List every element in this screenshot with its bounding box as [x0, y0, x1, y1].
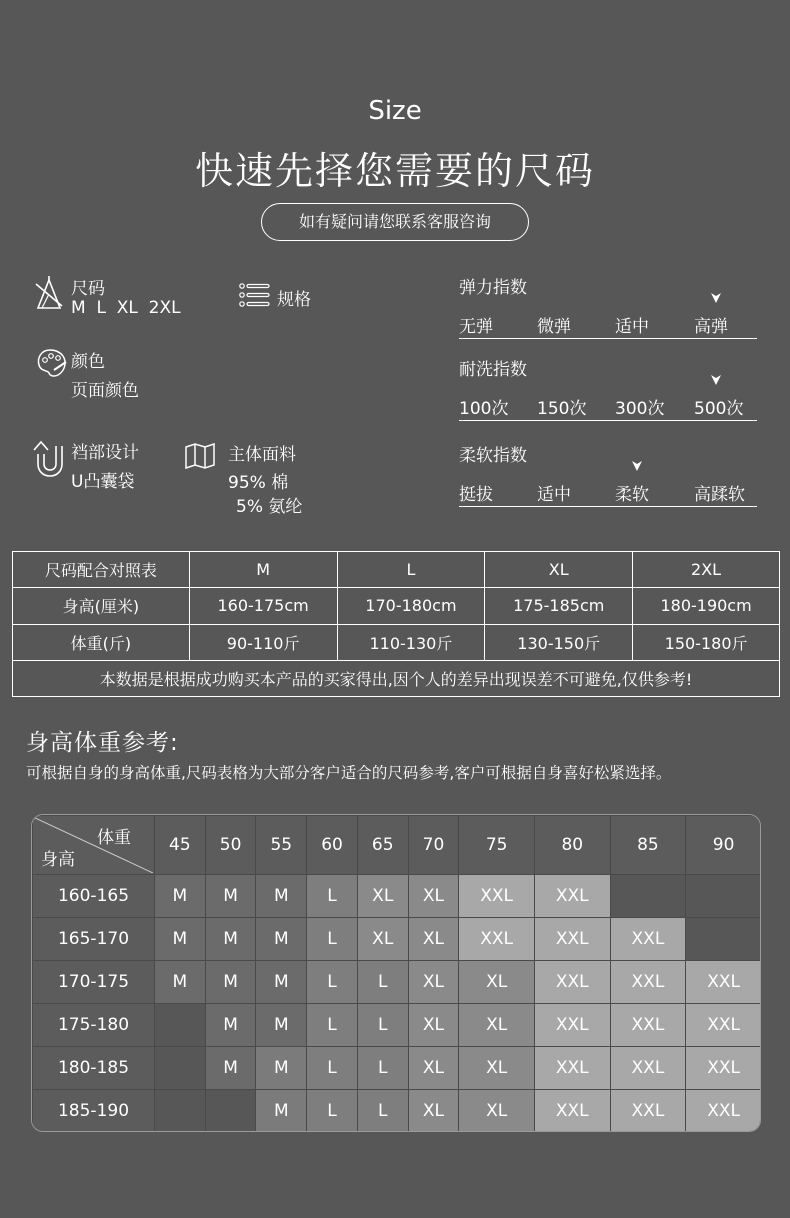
size-cell: L: [307, 875, 358, 918]
color-value: 页面颜色: [71, 381, 139, 401]
table-row: [33, 875, 762, 918]
size-cell: L: [357, 1047, 408, 1090]
size-chart-table: [12, 551, 780, 697]
size-cell: XXL: [686, 1004, 761, 1047]
table-cell: 110-130斤: [337, 624, 485, 660]
size-english-title: Size: [368, 96, 422, 126]
fabric-icon: [185, 443, 215, 469]
size-cell: XL: [459, 1090, 535, 1133]
table-cell: 体重(斤): [13, 624, 190, 660]
size-cell: [205, 1090, 256, 1133]
size-cell: XXL: [686, 961, 761, 1004]
size-cell: [155, 1090, 206, 1133]
height-label: 160-165: [33, 875, 155, 918]
index-option: 适中: [615, 317, 649, 337]
palette-icon: [36, 348, 68, 378]
size-cell: M: [155, 918, 206, 961]
size-value: M L XL 2XL: [71, 298, 181, 318]
size-cell: XL: [408, 875, 459, 918]
index-option: 挺拔: [459, 485, 493, 505]
corner-height-label: 身高: [41, 850, 75, 870]
size-cell: XXL: [686, 1047, 761, 1090]
size-cell: M: [205, 961, 256, 1004]
list-icon: [239, 283, 271, 307]
size-cell: M: [256, 961, 307, 1004]
size-cell: XL: [459, 1047, 535, 1090]
size-chart-col-m: M: [189, 552, 337, 588]
index-option: 300次: [615, 399, 665, 419]
index-option: 无弹: [459, 317, 493, 337]
size-cell: M: [256, 1090, 307, 1133]
weight-header: 80: [534, 816, 610, 875]
index-option: 微弹: [537, 317, 571, 337]
table-cell: 170-180cm: [337, 588, 485, 624]
size-cell: XXL: [534, 875, 610, 918]
size-cell: XXL: [534, 961, 610, 1004]
size-cell: XL: [357, 918, 408, 961]
weight-header: 45: [155, 816, 206, 875]
table-row: [33, 918, 762, 961]
size-cell: L: [307, 1047, 358, 1090]
size-cell: L: [357, 1004, 408, 1047]
size-cell: XXL: [459, 875, 535, 918]
table-row: [33, 1004, 762, 1047]
reference-description: 可根据自身的身高体重,尺码表格为大部分客户适合的尺码参考,客户可根据自身喜好松紧选择。: [26, 764, 672, 782]
index-option: 500次: [694, 399, 744, 419]
weight-header: 70: [408, 816, 459, 875]
weight-header: 75: [459, 816, 535, 875]
matrix-corner-cell: [33, 816, 155, 875]
table-cell: 160-175cm: [189, 588, 337, 624]
u-pouch-icon: [33, 440, 67, 478]
index-option: 高蹂软: [694, 485, 745, 505]
size-cell: L: [357, 961, 408, 1004]
weight-header: 85: [610, 816, 686, 875]
contact-service-button[interactable]: 如有疑问请您联系客服咨询: [261, 203, 529, 241]
size-cell: XXL: [610, 1090, 686, 1133]
height-label: 165-170: [33, 918, 155, 961]
size-cell: L: [357, 1090, 408, 1133]
size-cell: XL: [408, 1004, 459, 1047]
size-cell: L: [307, 961, 358, 1004]
size-cell: XL: [408, 961, 459, 1004]
size-cell: XL: [408, 918, 459, 961]
index-divider: [459, 338, 757, 339]
table-row: [33, 1090, 762, 1133]
size-cell: XXL: [686, 1090, 761, 1133]
size-chart-header: 尺码配合对照表: [13, 552, 190, 588]
table-cell: 175-185cm: [485, 588, 633, 624]
index-option: 150次: [537, 399, 587, 419]
size-chart-col-l: L: [337, 552, 485, 588]
index-divider: [459, 420, 757, 421]
table-row: [13, 588, 780, 624]
weight-header: 60: [307, 816, 358, 875]
size-cell: [610, 875, 686, 918]
spec-label: 规格: [277, 290, 311, 310]
size-label: 尺码: [71, 279, 105, 299]
index-title: 柔软指数: [459, 446, 527, 466]
crotch-label: 裆部设计: [71, 443, 139, 463]
size-cell: M: [205, 1047, 256, 1090]
size-cell: XXL: [534, 1090, 610, 1133]
size-cell: M: [256, 875, 307, 918]
index-option: 适中: [537, 485, 571, 505]
size-icon: [34, 276, 64, 310]
size-cell: XXL: [610, 1004, 686, 1047]
table-cell: 130-150斤: [485, 624, 633, 660]
corner-weight-label: 体重: [97, 828, 131, 848]
size-cell: XXL: [610, 918, 686, 961]
size-cell: M: [256, 1047, 307, 1090]
size-cell: XXL: [459, 918, 535, 961]
size-cell: [155, 1047, 206, 1090]
size-cell: [686, 875, 761, 918]
table-cell: 180-190cm: [633, 588, 780, 624]
index-title: 耐洗指数: [459, 360, 527, 380]
size-cell: XXL: [610, 961, 686, 1004]
table-cell: 身高(厘米): [13, 588, 190, 624]
selected-marker-icon: [710, 373, 722, 387]
size-cell: XL: [459, 1004, 535, 1047]
matrix-header-row: [33, 816, 762, 875]
size-cell: XL: [459, 961, 535, 1004]
reference-title: 身高体重参考:: [26, 730, 179, 756]
selected-marker-icon: [631, 459, 643, 473]
size-cell: M: [155, 961, 206, 1004]
size-cell: M: [256, 918, 307, 961]
size-cell: L: [307, 918, 358, 961]
weight-header: 65: [357, 816, 408, 875]
size-cell: [686, 918, 761, 961]
size-chart-note: 本数据是根据成功购买本产品的买家得出,因个人的差异出现误差不可避免,仅供参考!: [13, 660, 780, 696]
size-cell: M: [256, 1004, 307, 1047]
size-cell: M: [205, 918, 256, 961]
table-row: [33, 961, 762, 1004]
fabric-value-cotton: 95% 棉: [228, 473, 289, 493]
size-cell: XXL: [610, 1047, 686, 1090]
weight-header: 50: [205, 816, 256, 875]
size-cell: L: [307, 1090, 358, 1133]
size-cell: XL: [357, 875, 408, 918]
height-label: 180-185: [33, 1047, 155, 1090]
size-cell: L: [307, 1004, 358, 1047]
page-title: 快速先择您需要的尺码: [194, 149, 595, 193]
table-row: [13, 624, 780, 660]
size-cell: [155, 1004, 206, 1047]
table-cell: 90-110斤: [189, 624, 337, 660]
crotch-value: U凸囊袋: [71, 472, 135, 492]
size-cell: M: [155, 875, 206, 918]
size-cell: XXL: [534, 918, 610, 961]
height-label: 175-180: [33, 1004, 155, 1047]
size-cell: M: [205, 1004, 256, 1047]
size-cell: XL: [408, 1047, 459, 1090]
fabric-value-spandex: 5% 氨纶: [236, 497, 303, 517]
size-cell: XL: [408, 1090, 459, 1133]
height-label: 185-190: [33, 1090, 155, 1133]
weight-header: 55: [256, 816, 307, 875]
index-divider: [459, 506, 757, 507]
color-label: 颜色: [71, 352, 105, 372]
table-row: [33, 1047, 762, 1090]
size-cell: XXL: [534, 1004, 610, 1047]
selected-marker-icon: [710, 291, 722, 305]
fabric-label: 主体面料: [228, 445, 296, 465]
size-chart-col-2xl: 2XL: [633, 552, 780, 588]
size-cell: XXL: [534, 1047, 610, 1090]
index-option: 柔软: [615, 485, 649, 505]
table-cell: 150-180斤: [633, 624, 780, 660]
size-cell: M: [205, 875, 256, 918]
height-label: 170-175: [33, 961, 155, 1004]
index-title: 弹力指数: [459, 278, 527, 298]
index-option: 高弹: [694, 317, 728, 337]
index-option: 100次: [459, 399, 509, 419]
size-chart-col-xl: XL: [485, 552, 633, 588]
height-weight-matrix: [31, 814, 761, 1132]
weight-header: 90: [686, 816, 761, 875]
